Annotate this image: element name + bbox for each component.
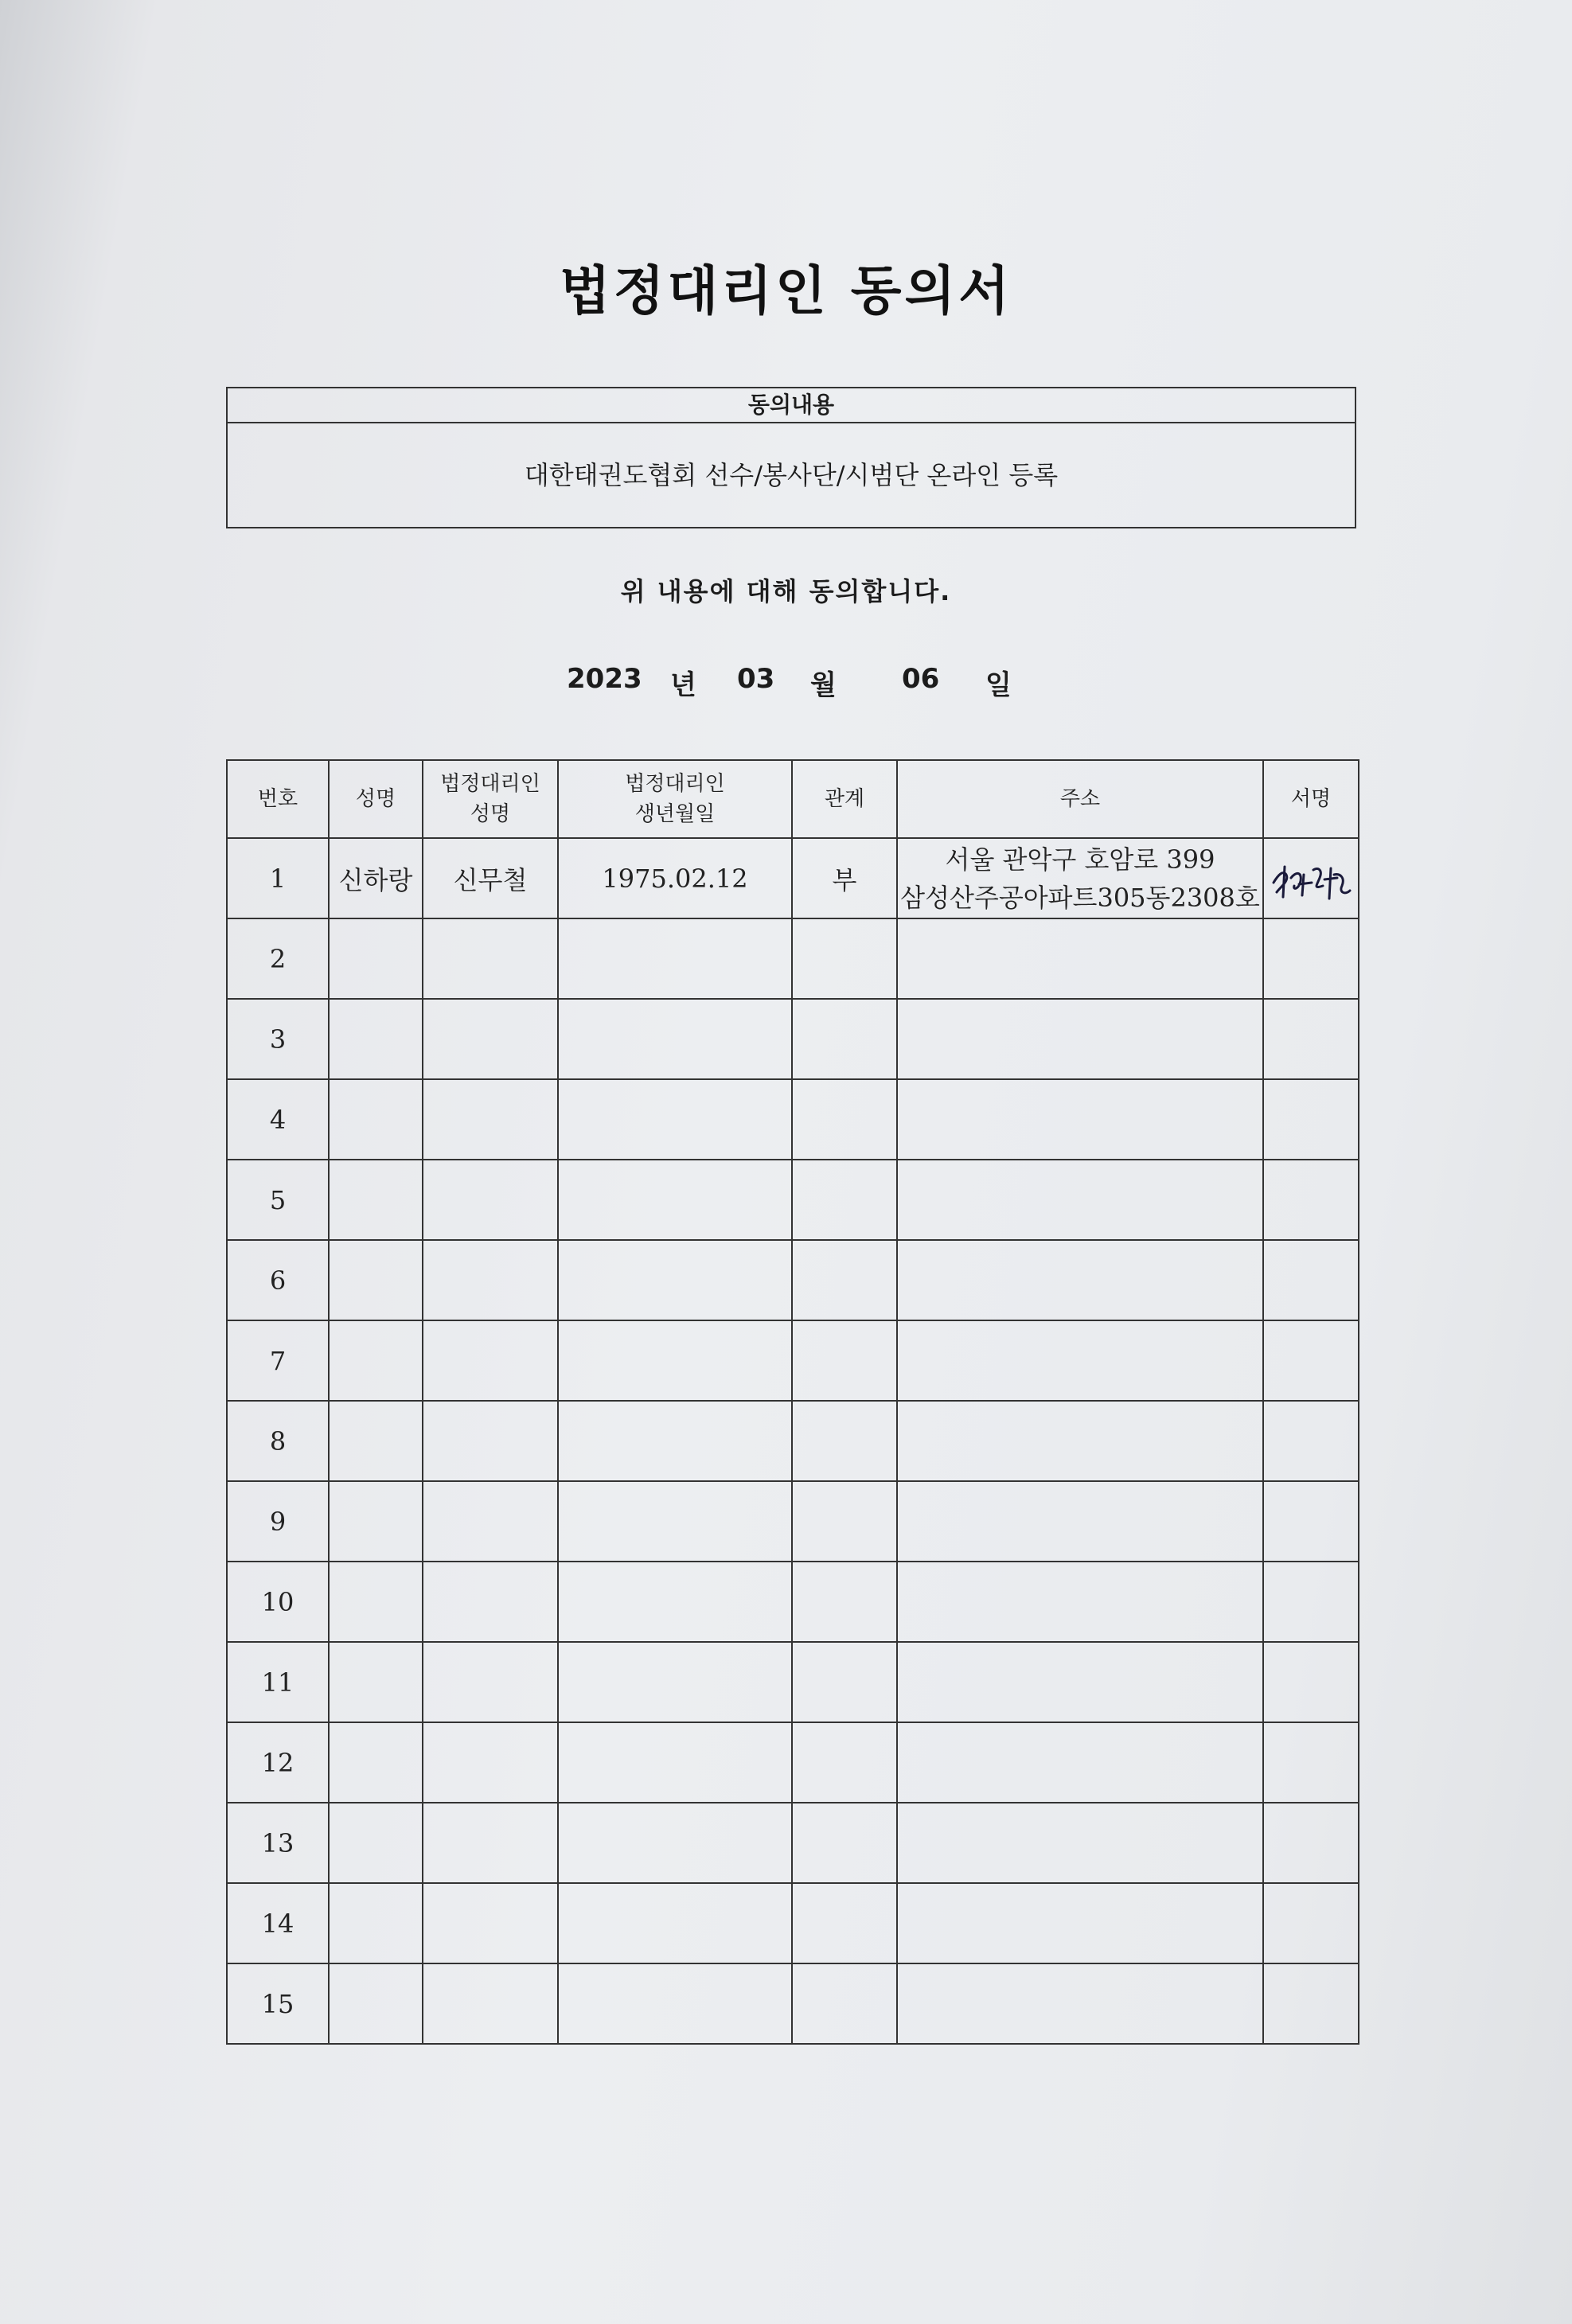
cell-guardian-birth: [558, 918, 792, 999]
cell-address: [897, 838, 1263, 918]
cell-address: [897, 1240, 1263, 1320]
table-row: [227, 838, 1359, 918]
table-row: [227, 999, 1359, 1079]
address-line-1: 서울 관악구 호암로 399: [945, 844, 1215, 875]
cell-relation: 부: [792, 838, 897, 918]
header-signature: 서명: [1263, 760, 1359, 838]
cell-signature: [1263, 918, 1359, 999]
date-day: 06: [902, 663, 940, 695]
cell-guardian-birth: [558, 1079, 792, 1160]
cell-guardian-name: [423, 1722, 558, 1803]
cell-guardian-name: [423, 999, 558, 1079]
cell-guardian-name: [423, 1642, 558, 1722]
cell-relation: [792, 1803, 897, 1883]
cell-number: 14: [227, 1883, 329, 1963]
table-row: [227, 1079, 1359, 1160]
cell-guardian-name: [423, 1803, 558, 1883]
cell-address: [897, 1320, 1263, 1401]
cell-guardian-name: [423, 1481, 558, 1562]
cell-address: [897, 1562, 1263, 1642]
address-line-2: 삼성산주공아파트305동2308호: [900, 882, 1260, 913]
cell-name: [329, 1481, 423, 1562]
table-row: [227, 1883, 1359, 1963]
cell-address: [897, 999, 1263, 1079]
table-row: [227, 1320, 1359, 1401]
cell-signature: [1263, 1562, 1359, 1642]
cell-guardian-birth: [558, 1240, 792, 1320]
cell-relation: [792, 1320, 897, 1401]
cell-guardian-birth: [558, 1963, 792, 2044]
cell-name: [329, 1160, 423, 1240]
cell-address: [897, 1963, 1263, 2044]
cell-relation: [792, 1883, 897, 1963]
cell-signature: [1263, 1320, 1359, 1401]
cell-relation: [792, 1722, 897, 1803]
cell-number: 7: [227, 1320, 329, 1401]
document-title: 법정대리인 동의서: [559, 260, 1013, 322]
cell-guardian-birth: [558, 1401, 792, 1481]
header-guardian-name: 법정대리인 성명: [423, 760, 558, 838]
cell-signature: [1263, 1079, 1359, 1160]
date-month: 03: [737, 663, 775, 695]
cell-address: [897, 1883, 1263, 1963]
cell-address: [897, 1481, 1263, 1562]
cell-guardian-birth: [558, 1883, 792, 1963]
cell-guardian-name: [423, 1320, 558, 1401]
table-row: [227, 1481, 1359, 1562]
header-relation: 관계: [792, 760, 897, 838]
cell-number: 11: [227, 1642, 329, 1722]
cell-signature: [1263, 1803, 1359, 1883]
cell-signature: [1263, 838, 1359, 918]
cell-guardian-name: [423, 1562, 558, 1642]
cell-number: 10: [227, 1562, 329, 1642]
consent-content: 대한태권도협회 선수/봉사단/시범단 온라인 등록: [524, 460, 1059, 490]
cell-relation: [792, 1160, 897, 1240]
cell-signature: [1263, 1642, 1359, 1722]
cell-relation: [792, 1240, 897, 1320]
cell-relation: [792, 1963, 897, 2044]
cell-name: [329, 1079, 423, 1160]
cell-signature: [1263, 1401, 1359, 1481]
table-row: [227, 1160, 1359, 1240]
cell-number: 6: [227, 1240, 329, 1320]
cell-guardian-name: [423, 918, 558, 999]
cell-name: [329, 1240, 423, 1320]
date-year-unit: 년: [670, 669, 696, 701]
cell-signature: [1263, 1160, 1359, 1240]
cell-address: [897, 1160, 1263, 1240]
cell-relation: [792, 918, 897, 999]
cell-signature: [1263, 1963, 1359, 2044]
cell-guardian-name: [423, 1079, 558, 1160]
cell-name: 신하랑: [329, 838, 423, 918]
cell-name: [329, 1562, 423, 1642]
cell-guardian-name: [423, 1401, 558, 1481]
cell-relation: [792, 1562, 897, 1642]
cell-number: 8: [227, 1401, 329, 1481]
table-row: [227, 1401, 1359, 1481]
cell-number: 5: [227, 1160, 329, 1240]
cell-number: 15: [227, 1963, 329, 2044]
cell-number: 13: [227, 1803, 329, 1883]
cell-number: 2: [227, 918, 329, 999]
table-row: [227, 1562, 1359, 1642]
cell-signature: [1263, 1722, 1359, 1803]
cell-signature: [1263, 999, 1359, 1079]
consent-header: 동의내용: [228, 388, 1355, 423]
table-row: [227, 1642, 1359, 1722]
cell-guardian-birth: [558, 1722, 792, 1803]
table-row: [227, 1240, 1359, 1320]
cell-name: [329, 1722, 423, 1803]
cell-relation: [792, 1079, 897, 1160]
cell-relation: [792, 1481, 897, 1562]
table-body: [227, 838, 1359, 2044]
cell-signature: [1263, 1481, 1359, 1562]
cell-guardian-name: 신무철: [423, 838, 558, 918]
table-header-row: [227, 760, 1359, 838]
cell-relation: [792, 1642, 897, 1722]
cell-guardian-birth: [558, 999, 792, 1079]
cell-guardian-birth: [558, 1320, 792, 1401]
cell-guardian-name: [423, 1160, 558, 1240]
cell-guardian-birth: [558, 1481, 792, 1562]
date-month-unit: 월: [810, 669, 837, 701]
guardian-table: [226, 759, 1359, 2045]
cell-address: [897, 1803, 1263, 1883]
table-row: [227, 1722, 1359, 1803]
cell-guardian-birth: [558, 1803, 792, 1883]
consent-box: [226, 387, 1356, 528]
cell-signature: [1263, 1240, 1359, 1320]
cell-guardian-name: [423, 1240, 558, 1320]
cell-name: [329, 1803, 423, 1883]
date-year: 2023: [567, 663, 642, 695]
cell-name: [329, 1320, 423, 1401]
cell-number: 4: [227, 1079, 329, 1160]
cell-name: [329, 1963, 423, 2044]
cell-address: [897, 1401, 1263, 1481]
cell-relation: [792, 1401, 897, 1481]
cell-guardian-name: [423, 1883, 558, 1963]
table-row: [227, 1963, 1359, 2044]
cell-number: 9: [227, 1481, 329, 1562]
agreement-statement: 위 내용에 대해 동의합니다.: [620, 576, 952, 606]
cell-guardian-birth: 1975.02.12: [558, 838, 792, 918]
handwritten-signature: [1267, 851, 1355, 907]
table-row: [227, 1803, 1359, 1883]
cell-address: [897, 1079, 1263, 1160]
cell-guardian-birth: [558, 1160, 792, 1240]
header-guardian-birth: 법정대리인 생년월일: [558, 760, 792, 838]
cell-name: [329, 1401, 423, 1481]
header-address: 주소: [897, 760, 1263, 838]
cell-relation: [792, 999, 897, 1079]
cell-signature: [1263, 1883, 1359, 1963]
cell-number: 3: [227, 999, 329, 1079]
cell-address: [897, 918, 1263, 999]
cell-number: 1: [227, 838, 329, 918]
cell-guardian-birth: [558, 1562, 792, 1642]
cell-guardian-birth: [558, 1642, 792, 1722]
cell-name: [329, 1642, 423, 1722]
cell-name: [329, 1883, 423, 1963]
date-day-unit: 일: [985, 669, 1012, 701]
header-number: 번호: [227, 760, 329, 838]
cell-number: 12: [227, 1722, 329, 1803]
cell-name: [329, 918, 423, 999]
cell-address: [897, 1642, 1263, 1722]
header-name: 성명: [329, 760, 423, 838]
cell-address: [897, 1722, 1263, 1803]
cell-name: [329, 999, 423, 1079]
table-row: [227, 918, 1359, 999]
cell-guardian-name: [423, 1963, 558, 2044]
